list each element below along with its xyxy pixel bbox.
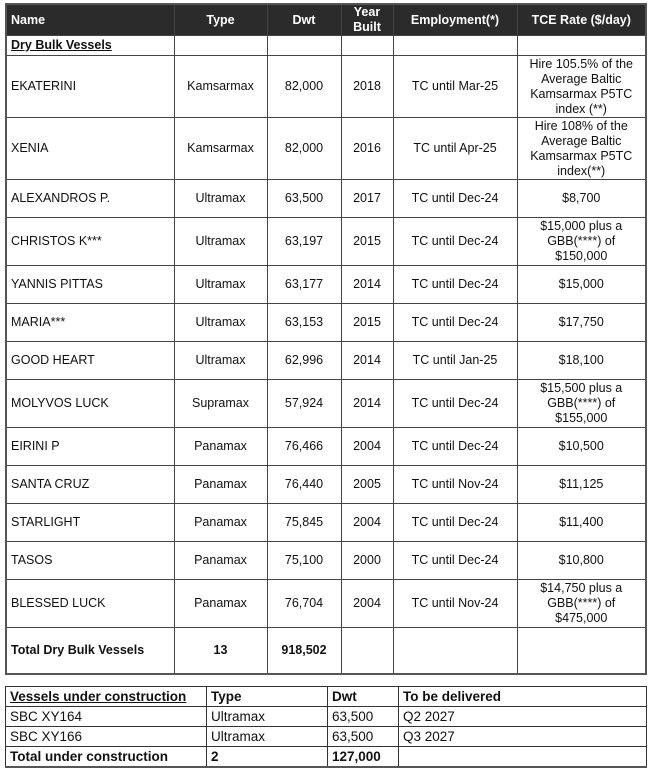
vessel-type: Panamax xyxy=(174,580,267,628)
header-type: Type xyxy=(174,4,267,36)
header-dwt: Dwt xyxy=(267,4,341,36)
vessel-employment: TC until Dec-24 xyxy=(393,218,517,266)
vessel-year-built: 2015 xyxy=(341,218,393,266)
empty-cell xyxy=(517,36,646,56)
vessel-year-built: 2016 xyxy=(341,118,393,180)
header-tce-rate: TCE Rate ($/day) xyxy=(517,4,646,36)
vessel-tce-rate: Hire 108% of the Average Baltic Kamsarmax P5TC index(**) xyxy=(517,118,646,180)
empty-cell xyxy=(341,36,393,56)
vessel-dwt: 75,100 xyxy=(267,542,341,580)
empty-cell xyxy=(267,36,341,56)
vessel-employment: TC until Nov-24 xyxy=(393,580,517,628)
total-count: 13 xyxy=(174,628,267,675)
construction-row xyxy=(6,727,647,747)
vessel-dwt: 62,996 xyxy=(267,342,341,380)
vessel-name: STARLIGHT xyxy=(6,504,174,542)
section-row xyxy=(6,36,646,56)
fleet-table xyxy=(5,3,647,675)
header-year-built: Year Built xyxy=(341,4,393,36)
vessel-dwt: 75,845 xyxy=(267,504,341,542)
vessel-name: CHRISTOS K*** xyxy=(6,218,174,266)
construction-total-dwt: 127,000 xyxy=(328,747,399,768)
vessel-type: Ultramax xyxy=(174,342,267,380)
vessel-dwt: 76,440 xyxy=(267,466,341,504)
vessel-employment: TC until Jan-25 xyxy=(393,342,517,380)
vessel-tce-rate: $18,100 xyxy=(517,342,646,380)
vessel-row xyxy=(6,218,646,266)
vessel-employment: TC until Dec-24 xyxy=(393,266,517,304)
construction-total-label: Total under construction xyxy=(6,747,207,768)
vessel-dwt: 76,704 xyxy=(267,580,341,628)
vessel-year-built: 2005 xyxy=(341,466,393,504)
vessel-dwt: 63,500 xyxy=(267,180,341,218)
newbuild-delivery: Q2 2027 xyxy=(399,707,647,727)
vessel-year-built: 2018 xyxy=(341,56,393,118)
vessel-dwt: 57,924 xyxy=(267,380,341,428)
construction-row xyxy=(6,707,647,727)
vessel-row xyxy=(6,542,646,580)
vessel-dwt: 82,000 xyxy=(267,56,341,118)
newbuild-name: SBC XY164 xyxy=(6,707,207,727)
vessel-name: MARIA*** xyxy=(6,304,174,342)
vessel-name: GOOD HEART xyxy=(6,342,174,380)
vessel-employment: TC until Apr-25 xyxy=(393,118,517,180)
vessel-type: Kamsarmax xyxy=(174,118,267,180)
empty-cell xyxy=(393,628,517,675)
vessel-row xyxy=(6,380,646,428)
total-dwt: 918,502 xyxy=(267,628,341,675)
vessel-year-built: 2015 xyxy=(341,304,393,342)
vessel-name: MOLYVOS LUCK xyxy=(6,380,174,428)
vessel-row xyxy=(6,266,646,304)
empty-cell xyxy=(517,628,646,675)
header-dwt: Dwt xyxy=(328,687,399,707)
empty-cell xyxy=(174,36,267,56)
empty-cell xyxy=(341,628,393,675)
vessel-row xyxy=(6,56,646,118)
vessel-tce-rate: Hire 105.5% of the Average Baltic Kamsarmax P5TC index (**) xyxy=(517,56,646,118)
vessel-row xyxy=(6,342,646,380)
header-to-be-delivered: To be delivered xyxy=(399,687,647,707)
vessel-type: Panamax xyxy=(174,466,267,504)
vessel-year-built: 2014 xyxy=(341,380,393,428)
construction-header-row xyxy=(6,687,647,707)
vessel-type: Ultramax xyxy=(174,218,267,266)
vessel-employment: TC until Dec-24 xyxy=(393,180,517,218)
vessel-tce-rate: $17,750 xyxy=(517,304,646,342)
vessel-year-built: 2014 xyxy=(341,342,393,380)
vessel-row xyxy=(6,428,646,466)
newbuild-dwt: 63,500 xyxy=(328,707,399,727)
newbuild-type: Ultramax xyxy=(207,727,328,747)
vessel-name: YANNIS PITTAS xyxy=(6,266,174,304)
total-label: Total Dry Bulk Vessels xyxy=(6,628,174,675)
vessel-employment: TC until Mar-25 xyxy=(393,56,517,118)
vessel-year-built: 2004 xyxy=(341,580,393,628)
empty-cell xyxy=(393,36,517,56)
vessel-employment: TC until Dec-24 xyxy=(393,380,517,428)
construction-total-count: 2 xyxy=(207,747,328,768)
newbuild-dwt: 63,500 xyxy=(328,727,399,747)
header-employment: Employment(*) xyxy=(393,4,517,36)
vessel-tce-rate: $15,000 xyxy=(517,266,646,304)
vessel-type: Kamsarmax xyxy=(174,56,267,118)
vessel-tce-rate: $11,125 xyxy=(517,466,646,504)
vessel-tce-rate: $15,500 plus a GBB(****) of $155,000 xyxy=(517,380,646,428)
vessel-row xyxy=(6,304,646,342)
vessel-row xyxy=(6,466,646,504)
newbuild-name: SBC XY166 xyxy=(6,727,207,747)
vessel-name: BLESSED LUCK xyxy=(6,580,174,628)
vessel-name: XENIA xyxy=(6,118,174,180)
vessel-type: Supramax xyxy=(174,380,267,428)
vessel-row xyxy=(6,580,646,628)
construction-total-row xyxy=(6,747,647,768)
header-name: Name xyxy=(6,4,174,36)
vessel-employment: TC until Dec-24 xyxy=(393,304,517,342)
vessel-row xyxy=(6,118,646,180)
vessel-dwt: 63,197 xyxy=(267,218,341,266)
vessel-type: Panamax xyxy=(174,542,267,580)
vessel-name: EKATERINI xyxy=(6,56,174,118)
vessel-dwt: 63,177 xyxy=(267,266,341,304)
vessel-year-built: 2004 xyxy=(341,428,393,466)
vessel-tce-rate: $10,800 xyxy=(517,542,646,580)
vessel-year-built: 2017 xyxy=(341,180,393,218)
vessel-tce-rate: $10,500 xyxy=(517,428,646,466)
vessel-employment: TC until Dec-24 xyxy=(393,428,517,466)
vessel-name: ALEXANDROS P. xyxy=(6,180,174,218)
header-type: Type xyxy=(207,687,328,707)
vessel-type: Panamax xyxy=(174,504,267,542)
vessel-dwt: 82,000 xyxy=(267,118,341,180)
construction-table xyxy=(5,686,647,768)
vessel-name: EIRINI P xyxy=(6,428,174,466)
fleet-total-row xyxy=(6,628,646,675)
empty-cell xyxy=(399,747,647,768)
vessel-dwt: 63,153 xyxy=(267,304,341,342)
vessel-tce-rate: $15,000 plus a GBB(****) of $150,000 xyxy=(517,218,646,266)
vessel-row xyxy=(6,180,646,218)
header-vessels-under-construction: Vessels under construction xyxy=(6,687,207,707)
vessel-type: Panamax xyxy=(174,428,267,466)
vessel-tce-rate: $11,400 xyxy=(517,504,646,542)
vessel-year-built: 2004 xyxy=(341,504,393,542)
fleet-header-row xyxy=(6,4,646,36)
vessel-year-built: 2014 xyxy=(341,266,393,304)
newbuild-delivery: Q3 2027 xyxy=(399,727,647,747)
vessel-type: Ultramax xyxy=(174,304,267,342)
vessel-row xyxy=(6,504,646,542)
vessel-tce-rate: $14,750 plus a GBB(****) of $475,000 xyxy=(517,580,646,628)
vessel-tce-rate: $8,700 xyxy=(517,180,646,218)
vessel-name: SANTA CRUZ xyxy=(6,466,174,504)
vessel-employment: TC until Dec-24 xyxy=(393,542,517,580)
section-label: Dry Bulk Vessels xyxy=(6,36,174,56)
vessel-name: TASOS xyxy=(6,542,174,580)
newbuild-type: Ultramax xyxy=(207,707,328,727)
vessel-type: Ultramax xyxy=(174,180,267,218)
vessel-dwt: 76,466 xyxy=(267,428,341,466)
vessel-employment: TC until Nov-24 xyxy=(393,466,517,504)
vessel-type: Ultramax xyxy=(174,266,267,304)
vessel-year-built: 2000 xyxy=(341,542,393,580)
vessel-employment: TC until Dec-24 xyxy=(393,504,517,542)
